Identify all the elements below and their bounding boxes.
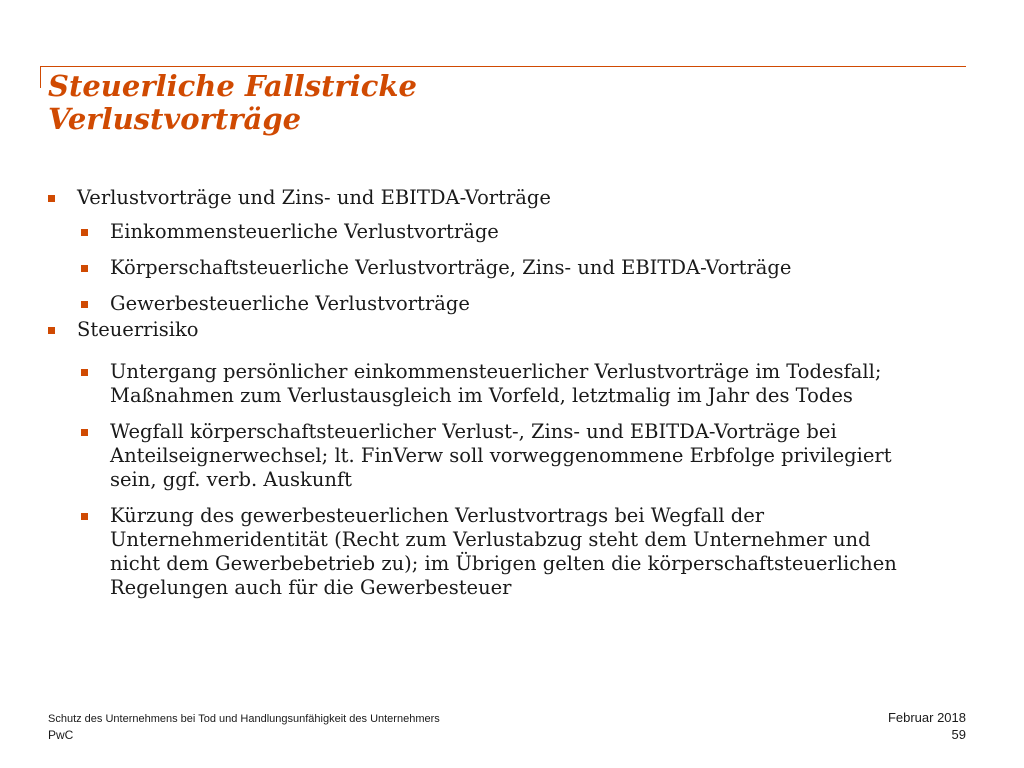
footer-subject: Schutz des Unternehmens bei Tod und Handlungsunfähigkeit des Unternehmers <box>48 713 440 725</box>
square-bullet-icon <box>81 513 88 520</box>
sub-bullet-text: Körperschaftsteuerliche Verlustvorträge, Zins- und EBITDA-Vorträge <box>110 256 792 279</box>
sub-bullet-text <box>110 420 988 492</box>
sub-bullet-text: Einkommensteuerliche Verlustvorträge <box>110 220 499 243</box>
sub-bullet-wegfall <box>48 420 988 492</box>
square-bullet-icon <box>81 301 88 308</box>
square-bullet-icon <box>48 327 55 334</box>
footer-company: PwC <box>48 728 74 742</box>
sub-bullet-line: Maßnahmen zum Verlustausgleich im Vorfeld, letztmalig im Jahr des Todes <box>110 384 853 407</box>
sub-bullet-einkommensteuer <box>48 220 988 244</box>
sub-bullet-kuerzung <box>48 504 988 600</box>
slide-content <box>48 186 988 600</box>
sub-bullet-line: Kürzung des gewerbesteuerlichen Verlustvortrags bei Wegfall der <box>110 504 765 527</box>
bullet-verlustvortraege <box>48 186 988 210</box>
square-bullet-icon <box>81 429 88 436</box>
sub-bullet-untergang <box>48 360 988 408</box>
bullet-steuerrisiko <box>48 318 988 342</box>
bullet-text: Steuerrisiko <box>77 318 199 341</box>
slide-title-line-2: Verlustvorträge <box>48 102 302 136</box>
square-bullet-icon <box>81 265 88 272</box>
sub-bullet-line: sein, ggf. verb. Auskunft <box>110 468 353 491</box>
slide-title-line-1: Steuerliche Fallstricke <box>48 69 417 103</box>
footer-page-number: 59 <box>951 727 966 742</box>
sub-bullet-text <box>110 504 988 600</box>
sub-bullet-line: Anteilseignerwechsel; lt. FinVerw soll vorweggenommene Erbfolge privilegiert <box>110 444 892 467</box>
title-rule <box>40 66 966 67</box>
sub-bullet-koerperschaftsteuer <box>48 256 988 280</box>
bullet-text: Verlustvorträge und Zins- und EBITDA-Vorträge <box>77 186 551 209</box>
square-bullet-icon <box>81 229 88 236</box>
square-bullet-icon <box>81 369 88 376</box>
sub-bullet-text <box>110 360 988 408</box>
sub-bullet-line: nicht dem Gewerbebetrieb zu); im Übrigen gelten die körperschaftsteuerlichen <box>110 552 897 575</box>
title-rule-tick <box>40 66 41 88</box>
sub-bullet-line: Unternehmeridentität (Recht zum Verlustabzug steht dem Unternehmer und <box>110 528 871 551</box>
sub-bullet-line: Wegfall körperschaftsteuerlicher Verlust-, Zins- und EBITDA-Vorträge bei <box>110 420 837 443</box>
sub-bullet-line: Regelungen auch für die Gewerbesteuer <box>110 576 512 599</box>
footer-date: Februar 2018 <box>887 710 966 725</box>
sub-bullet-text: Gewerbesteuerliche Verlustvorträge <box>110 292 470 315</box>
sub-bullet-gewerbesteuer <box>48 292 988 316</box>
square-bullet-icon <box>48 195 55 202</box>
sub-bullet-line: Untergang persönlicher einkommensteuerlicher Verlustvorträge im Todesfall; <box>110 360 882 383</box>
slide-title <box>48 70 948 136</box>
